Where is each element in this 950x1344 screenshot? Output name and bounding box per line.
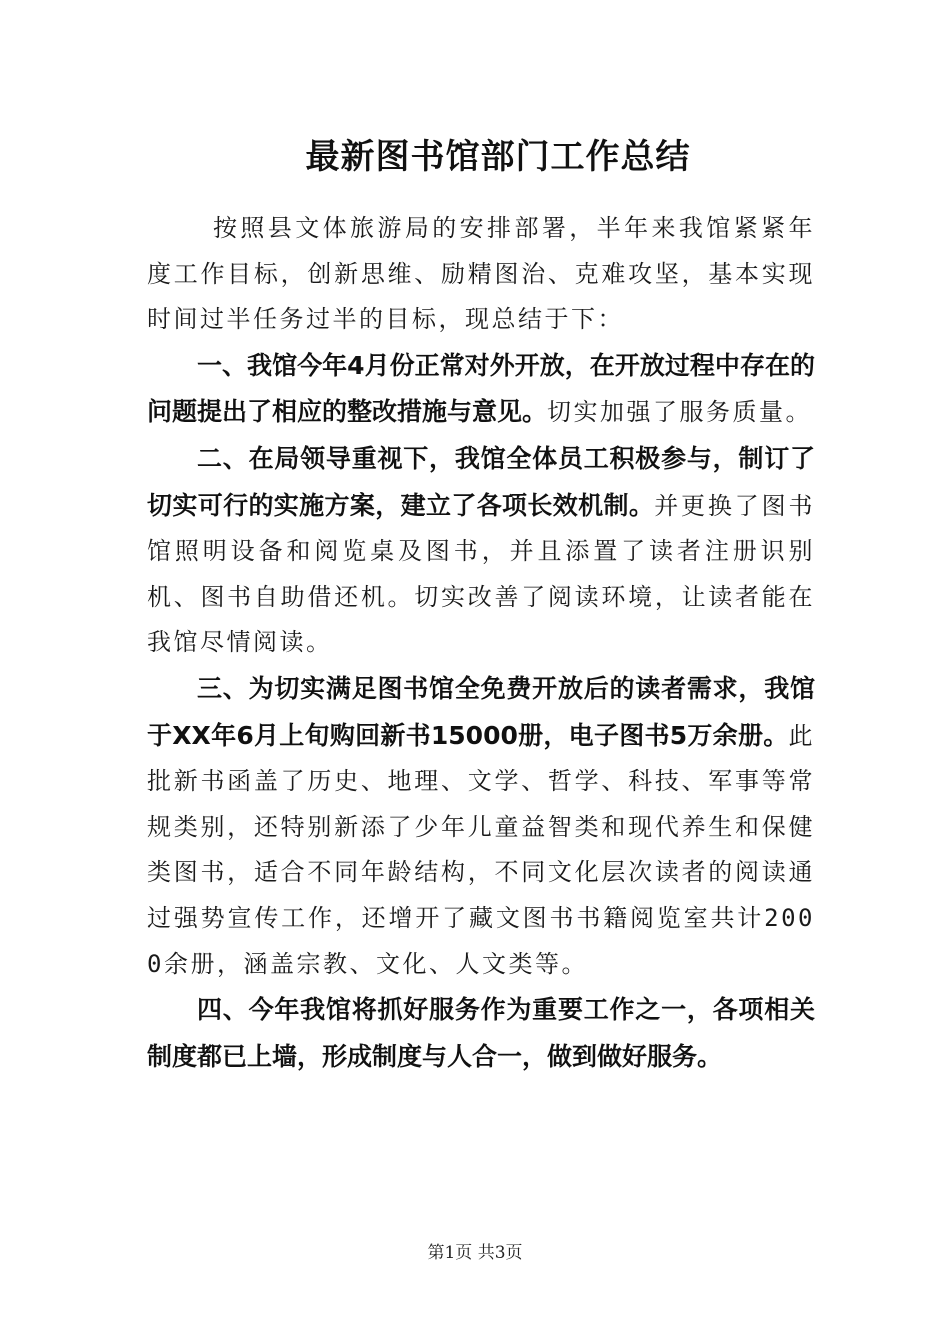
section-4-lead: 四、今年我馆将抓好服务作为重要工作之一，各项相关制度都已上墙，形成制度与人合一，做到做好服务。 [147, 995, 815, 1071]
intro-paragraph: 按照县文体旅游局的安排部署，半年来我馆紧紧年度工作目标，创新思维、励精图治、克难攻坚，基本实现时间过半任务过半的目标，现总结于下： [147, 214, 815, 334]
section-4-paragraph [147, 987, 815, 1080]
section-3-rest: 此批新书函盖了历史、地理、文学、哲学、科技、军事等常规类别，还特别新添了少年儿童益智类和现代养生和保健类图书，适合不同年龄结构，不同文化层次读者的阅读通过强势宣传工作，还增开了藏文图书书籍阅览室共计2000余册，涵盖宗教、文化、人文类等。 [147, 721, 815, 978]
section-3-paragraph [147, 666, 815, 987]
section-1-paragraph [147, 343, 815, 436]
page-footer: 第1页 共3页 [427, 1243, 523, 1263]
section-2-rest: 并更换了图书馆照明设备和阅览桌及图书，并且添置了读者注册识别机、图书自助借还机。切实改善了阅读环境，让读者能在我馆尽情阅读。 [147, 491, 815, 657]
section-2-lead: 二、在局领导重视下，我馆全体员工积极参与，制订了切实可行的实施方案，建立了各项长效机制。 [147, 443, 815, 520]
section-2-paragraph [147, 436, 815, 666]
document-title: 最新图书馆部门工作总结 [305, 137, 691, 177]
document-body [147, 206, 815, 1080]
section-1-rest: 切实加强了服务质量。 [547, 398, 813, 427]
section-3-lead: 三、为切实满足图书馆全免费开放后的读者需求，我馆于XX年6月上旬购回新书15000册，电子图书5万余册。 [147, 673, 815, 750]
section-1-lead: 一、我馆今年4月份正常对外开放，在开放过程中存在的问题提出了相应的整改措施与意见。 [147, 350, 815, 427]
